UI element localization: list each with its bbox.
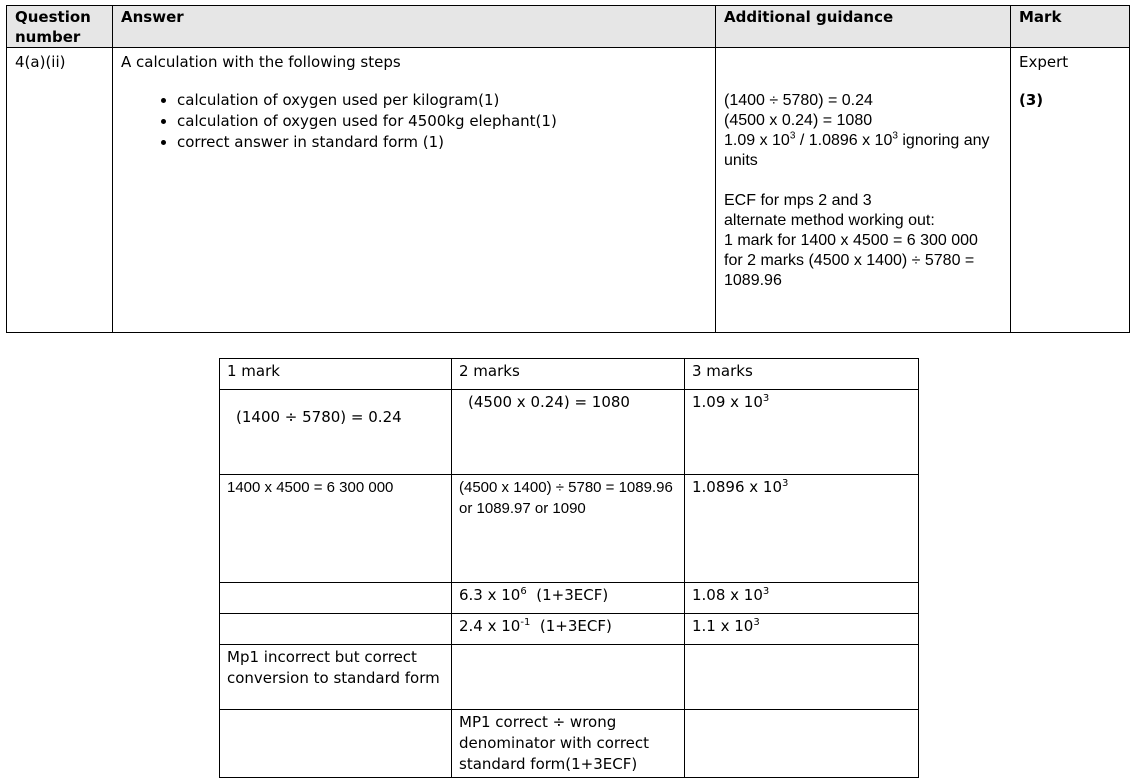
mark-scheme-table <box>6 5 1130 333</box>
answer-bullet: • calculation of oxygen used for 4500kg elephant(1) <box>177 111 715 132</box>
mark-cell <box>1011 48 1130 333</box>
breakdown-cell: (1400 ÷ 5780) = 0.24 <box>220 390 452 475</box>
breakdown-cell <box>220 710 452 778</box>
answer-cell <box>113 48 716 333</box>
breakdown-header: 2 marks <box>452 359 685 390</box>
breakdown-cell: Mp1 incorrect but correct conversion to standard form <box>220 645 452 710</box>
breakdown-cell: 1400 x 4500 = 6 300 000 <box>220 475 452 583</box>
question-number-cell <box>7 48 113 333</box>
guidance-line: 1 mark for 1400 x 4500 = 6 300 000 <box>724 232 978 249</box>
mark-total: (3) <box>1019 91 1044 109</box>
breakdown-cell: MP1 correct ÷ wrong denominator with correct standard form(1+3ECF) <box>452 710 685 778</box>
breakdown-cell <box>685 710 919 778</box>
breakdown-cell: 1.09 x $10^3$ <box>685 390 919 475</box>
guidance-cell <box>716 48 1011 333</box>
breakdown-header: 3 marks <box>685 359 919 390</box>
breakdown-row <box>220 645 919 710</box>
breakdown-cell: (4500 x 0.24) = 1080 <box>452 390 685 475</box>
breakdown-cell <box>685 645 919 710</box>
breakdown-row <box>220 583 919 614</box>
header-mark: Mark <box>1011 6 1130 48</box>
breakdown-cell: 1.0896 x $10^3$ <box>685 475 919 583</box>
answer-intro: A calculation with the following steps <box>121 53 401 71</box>
breakdown-cell <box>220 583 452 614</box>
breakdown-row <box>220 710 919 778</box>
answer-bullet: • correct answer in standard form (1) <box>177 132 715 153</box>
question-number: 4(a)(ii) <box>15 53 66 71</box>
breakdown-cell: 1.08 x $10^3$ <box>685 583 919 614</box>
breakdown-row <box>220 390 919 475</box>
header-additional-guidance: Additional guidance <box>716 6 1011 48</box>
breakdown-header-row <box>220 359 919 390</box>
guidance-alt-heading: alternate method working out: <box>724 212 935 229</box>
marks-breakdown-table <box>219 358 919 778</box>
header-answer: Answer <box>113 6 716 48</box>
mark-scheme-header-row <box>7 6 1130 48</box>
guidance-line: 1.09 x $10^3 / 1.0896$ x $10^3$ ignoring any units <box>724 130 990 169</box>
answer-bullet: • calculation of oxygen used per kilogram(1) <box>177 90 715 111</box>
breakdown-row <box>220 614 919 645</box>
breakdown-cell: 1.1 x $10^3$ <box>685 614 919 645</box>
mark-scheme-row <box>7 48 1130 333</box>
breakdown-cell: 2.4 x $10^{-1}$ (1+3ECF) <box>452 614 685 645</box>
guidance-line: (1400 ÷ 5780) = 0.24 <box>724 92 873 109</box>
breakdown-header: 1 mark <box>220 359 452 390</box>
header-question-number: Question number <box>7 6 113 48</box>
breakdown-cell: 6.3 x $10^6$ (1+3ECF) <box>452 583 685 614</box>
mark-level: Expert <box>1019 53 1069 71</box>
guidance-ecf: ECF for mps 2 and 3 <box>724 192 872 209</box>
answer-bullet-list <box>121 90 715 153</box>
guidance-line: for 2 marks (4500 x 1400) ÷ 5780 = 1089.96 <box>724 252 975 289</box>
breakdown-cell <box>452 645 685 710</box>
guidance-line: (4500 x 0.24) = 1080 <box>724 112 873 129</box>
breakdown-row <box>220 475 919 583</box>
breakdown-cell <box>220 614 452 645</box>
breakdown-cell: (4500 x 1400) ÷ 5780 = 1089.96 or 1089.97 or 1090 <box>452 475 685 583</box>
